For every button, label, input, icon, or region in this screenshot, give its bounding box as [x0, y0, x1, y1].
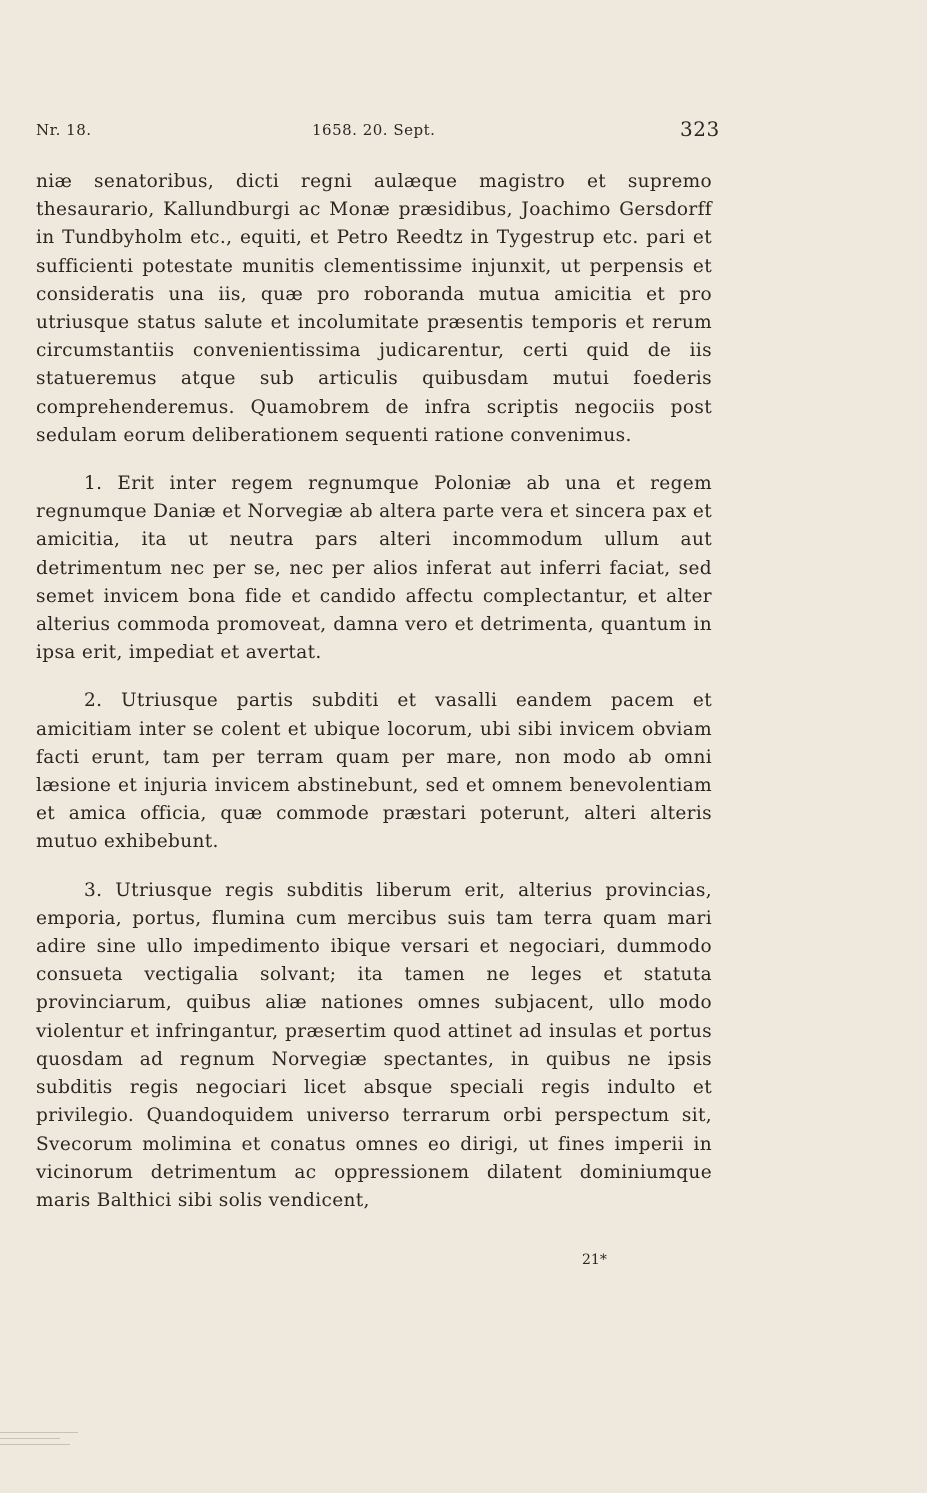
paragraph-article-3: 3. Utriusque regis subditis liberum erit, alterius provincias, emporia, portus, flumina cum mercibus suis tam terra quam mari adire sine ullo impedimento ibique versari et negociari, dummodo consueta vectigalia solvant; ita tamen ne leges et statuta provinciarum, quibus aliæ nationes omnes subjacent, ullo modo violentur et infringantur, præsertim quod attinet ad insulas et portus quosdam ad regnum Norvegiæ spectantes, in quibus ne ipsis subditis regis negociari licet absque speciali regis indulto et privilegio. Quandoquidem universo terrarum orbi perspectum sit, Svecorum molimina et conatus omnes eo dirigi, ut fines imperii in vicinorum detrimentum ac oppressionem dilatent dominiumque maris Balthici sibi solis vendicent,: [36, 879, 712, 1211]
header-document-number: Nr. 18.: [36, 121, 92, 139]
page-edge-lines: [0, 1432, 80, 1462]
signature-mark: 21*: [582, 1252, 607, 1268]
paragraph-article-2: 2. Utriusque partis subditi et vasalli eandem pacem et amicitiam inter se colent et ubique locorum, ubi sibi invicem obviam facti erunt, tam per terram quam per mare, non modo ab omni læsione et injuria invicem abstinebunt, sed et omnem benevolentiam et amica officia, quæ commode præstari poterunt, alteri alteris mutuo exhibebunt.: [36, 690, 712, 853]
paragraph-continuation: niæ senatoribus, dicti regni aulæque magistro et supremo thesaurario, Kallundburgi ac Monæ præsidibus, Joachimo Gersdorff in Tundbyholm etc., equiti, et Petro Reedtz in Tygestrup etc. pari et sufficienti potestate munitis clementissime injunxit, ut perpensis et consideratis una iis, quæ pro roboranda mutua amicitia et pro utriusque status salute et incolumitate præsentis temporis et rerum circumstantiis convenientissima judicarentur, certi quid de iis statueremus atque sub articulis quibusdam mutui foederis comprehenderemus. Quamobrem de infra scriptis negociis post sedulam eorum deliberationem sequenti ratione convenimus.: [36, 171, 712, 446]
body-text: [36, 168, 712, 1235]
page-number: 323: [680, 117, 720, 141]
header-date: 1658. 20. Sept.: [312, 121, 436, 139]
paragraph-article-1: 1. Erit inter regem regnumque Poloniæ ab una et regem regnumque Daniæ et Norvegiæ ab altera parte vera et sincera pax et amicitia, ita ut neutra pars alteri incommodum ullum aut detrimentum nec per se, nec per alios inferat aut inferri faciat, sed semet invicem bona fide et candido affectu complectantur, et alter alterius commoda promoveat, damna vero et detrimenta, quantum in ipsa erit, impediat et avertat.: [36, 473, 712, 664]
